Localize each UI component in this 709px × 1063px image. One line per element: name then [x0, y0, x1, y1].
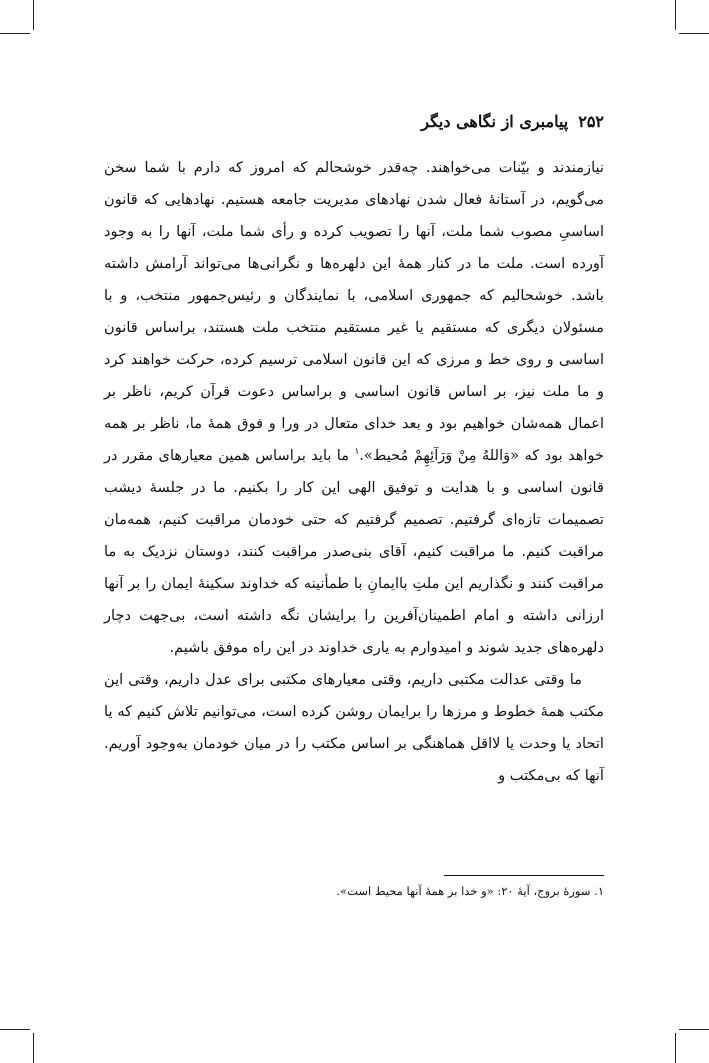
running-head: [104, 112, 604, 146]
book-page: [104, 112, 605, 898]
crop-mark-bottom-left-vertical: [33, 1033, 34, 1063]
crop-mark-bottom-right-horizontal: [679, 1029, 709, 1030]
footnote-divider: [444, 875, 604, 876]
crop-mark-bottom-right-vertical: [675, 1033, 676, 1063]
crop-mark-top-left-vertical: [33, 0, 34, 30]
footnote: ۱. سورهٔ بروج، آیهٔ ۲۰: «و خدا بر همهٔ آنها محیط است».: [336, 884, 604, 898]
crop-mark-top-right-horizontal: [679, 33, 709, 34]
crop-mark-bottom-left-horizontal: [0, 1029, 30, 1030]
page-number: ۲۵۲: [578, 112, 604, 131]
footnote-reference: ۱: [354, 447, 360, 458]
crop-mark-top-left-horizontal: [0, 33, 30, 34]
paragraph-1: [104, 152, 604, 664]
book-title: پیامبری از نگاهی دیگر: [421, 112, 569, 131]
paragraph-1-part-2: ما باید براساس همین معیارهای مقرر در قانون اساسی و با هدایت و توفیق الهی این کار را بکنیم. ما در جلسهٔ دیشب تصمیمات تازه‌ای گرفتیم. تصمیم گرفتیم که حتی خودمان مراقبت کنیم، همه‌مان مراقبت کنیم. ما مراقبت کنیم، آقای بنی‌صدر مراقبت کنند، دوستان نزدیک به ما مراقبت کنند و نگذاریم این ملتِ باایمانِ با طمأنینه که خداوند سکینهٔ ایمان را بر آنها ارزانی داشته و امام اطمینان‌آفرین را برایشان نگه داشته است، بی‌جهت دچار دلهره‌های جدید شوند و امیدوارم به یاری خداوند در این راه موفق باشیم.: [104, 447, 604, 656]
body-text: [104, 152, 604, 792]
crop-mark-top-right-vertical: [675, 0, 676, 30]
paragraph-2: ما وقتی عدالت مکتبی داریم، وقتی معیارهای مکتبی برای عدل داریم، وقتی این مکتب همهٔ خطوط و مرزها را برایمان روشن کرده است، می‌توانیم تلاش کنیم که یا اتحاد یا وحدت یا لااقل هماهنگی بر اساس مکتب را در میان خودمان به‌وجود آوریم. آنها که بی‌مکتب و: [104, 671, 604, 784]
paragraph-1-part-1: نیازمندند و بیّنات می‌خواهند. چه‌قدر خوشحالم که امروز که دارم با شما سخن می‌گویم، در آستانهٔ فعال شدن نهادهای مدیریت جامعه هستیم. نهادهایی که قانون اساسیِ مصوب شما ملت، آنها را تصویب کرده و رأی شما ملت، آنها را به وجود آورده است. ملت ما در کنار همهٔ این دلهره‌ها و نگرانی‌ها می‌تواند آرامش داشته باشد. خوشحالیم که جمهوری اسلامی، با نمایندگان و رئیس‌جمهور منتخب، و با مسئولان دیگری که مستقیم یا غیر مستقیم منتخب ملت هستند، براساس قانون اساسی و روی خط و مرزی که این قانون اسلامی ترسیم کرده، حرکت خواهند کرد و ما ملت نیز، بر اساس قانون اساسی و براساس دعوت قرآن کریم، ناظر بر اعمال همه‌شان خواهیم بود و بعد خدای متعال در ورا و فوق همهٔ ما، ناظر بر همه خواهد بود که «وَاللهُ مِنْ وَرَآئِهِمْ مُحیط».: [104, 159, 605, 464]
